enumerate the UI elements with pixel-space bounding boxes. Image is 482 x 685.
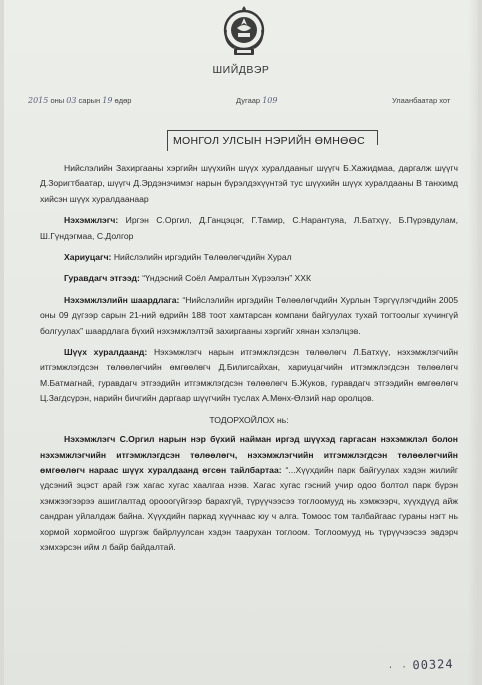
explanation-paragraph <box>40 432 458 555</box>
claim-text: “Нийслэлийн иргэдийн Төлөөлөгчдийн Хурлын Тэргүүлэгчдийн 2005 оны 09 дүгээр сарын 21-ний өдрийн 188 тоот хамтарсан компани байгуулах тухай тогтоолыг хүчингүй болгуулах” шаардлага бүхий нэхэмжлэлтэй захиргааны хэргийг хянан хэлэлцэв. <box>40 294 458 336</box>
defendant-paragraph <box>40 250 458 265</box>
explanation-bold: Нэхэмжлэгч С.Оргил нарын нэр бүхий найман иргэд шүүхэд гаргасан нэхэмжлэл болон нэхэмжлэгчийн итгэмжлэгдсэн төлөөлөгч, нэхэмжлэгчийн итгэмжлэгдсэн төлөөлөгчийн өмгөөлөгч нараас шүүх хуралдаанд өгсөн тайлбартаа: <box>40 434 458 475</box>
number-value: 109 <box>262 96 278 105</box>
plaintiff-paragraph <box>40 213 458 244</box>
page-edge-shadow <box>468 0 478 685</box>
date-month-suffix: сарын <box>78 96 101 105</box>
section-heading: ТОДОРХОЙЛОХ нь: <box>209 414 289 425</box>
intro-paragraph: Нийслэлийн Захиргааны хэргийн шүүхийн шүүх хуралдааныг шүүгч Б.Хажидмаа, даргалж шүүгч Д.Зоригтбаатар, шүүгч Д.Эрдэнэчимэг нарын бүрэлдэхүүнтэй тус шүүхийн шүүх хуралдааны В танхимд хийсэн шүүх хуралдаанаар <box>40 163 458 204</box>
date-line <box>28 96 131 105</box>
third-party-text: “Үндэсний Соёл Амралтын Хүрээлэн” ХХК <box>142 273 312 284</box>
document-number <box>236 96 277 105</box>
explanation-text: “...Хүүхдийн парк байгуулах хэдэн жилийг үдсэний эцэст арай гэж хагас хугас хаалгаа нээв. Хагас хугас гэсний учир одоо болтол парк бүрэн хэмжээгээрээ ашиглалтад орооогүйгээр барахгүй, түрүүчээсээ тоглоомууд нь хэмжээрч, хүүхдүүд айж сандран уйлалдаж байна. Хүүхдийн паркад хүүчнаас юу ч алга. Томоос том талбайгааc гураны нэгт нь хормой хормойгоо шүргэж байрлуулсан хэдэн таарухан тоглоом. Тоглоомууд нь түрүүчээсээ эвдэрч хэмхэрсэн ийм л байр байдалтай. <box>40 464 459 552</box>
court-name-box <box>167 130 370 151</box>
date-year: 2015 <box>28 96 49 105</box>
participants-label: Шүүх хуралдаанд: <box>64 347 148 358</box>
participants-text: Нэхэмжлэгч нарын итгэмжлэгдсэн төлөөлөгч Л.Батхүү, нэхэмжлэгчийн итгэмжлэгдсэн төлөөлөгчийн өмгөөлөгч Д.Билигсайхан, хариуцагчийн итгэмжлэгдсэн төлөөлөгч М.Батмагнай, гуравдагч этгээдийн итгэмжлэгдсэн төлөөлөгч Б.Жуков, гуравдагч этгээдийн өмгөөлөгч Ц.Загдсүрэн, нарийн бичгийн даргаар шүүгчийн туслах А.Мөнх-Өлзий нар оролцов. <box>40 347 458 404</box>
plaintiff-text: Иргэн С.Оргил, Д.Ганцэцэг, Г.Тамир, С.Нарантуяа, Л.Батхүү, Б.Пүрэвдулам, Ш.Гүндэгмаа, С.Долгор <box>40 215 459 241</box>
state-emblem-icon <box>220 6 268 62</box>
date-month: 03 <box>66 96 77 105</box>
number-label: Дугаар <box>236 96 261 105</box>
date-day: 19 <box>102 96 113 105</box>
court-name: МОНГОЛ УЛСЫН НЭРИЙН ӨМНӨӨС <box>173 135 365 147</box>
document-page <box>4 0 478 685</box>
plaintiff-label: Нэхэмжлэгч: <box>64 215 119 226</box>
document-body <box>40 161 458 561</box>
claim-label: Нэхэмжлэлийн шаардлага: <box>64 294 180 305</box>
defendant-text: Нийслэлийн иргэдийн Төлөөлөгчдийн Хурал <box>113 252 292 263</box>
stamp-number: 00324 <box>412 656 454 673</box>
date-day-suffix: өдөр <box>114 96 132 105</box>
document-title: ШИЙДВЭР <box>212 64 270 76</box>
claim-paragraph <box>40 293 458 339</box>
stamp-dots: · · <box>387 662 409 673</box>
date-year-suffix: оны <box>50 96 65 105</box>
serial-stamp <box>388 657 454 673</box>
participants-paragraph <box>40 345 458 407</box>
location: Улаанбаатар хот <box>392 96 451 105</box>
third-party-paragraph <box>40 271 458 286</box>
defendant-label: Хариуцагч: <box>64 252 112 263</box>
third-party-label: Гуравдагч этгээд: <box>64 273 140 284</box>
